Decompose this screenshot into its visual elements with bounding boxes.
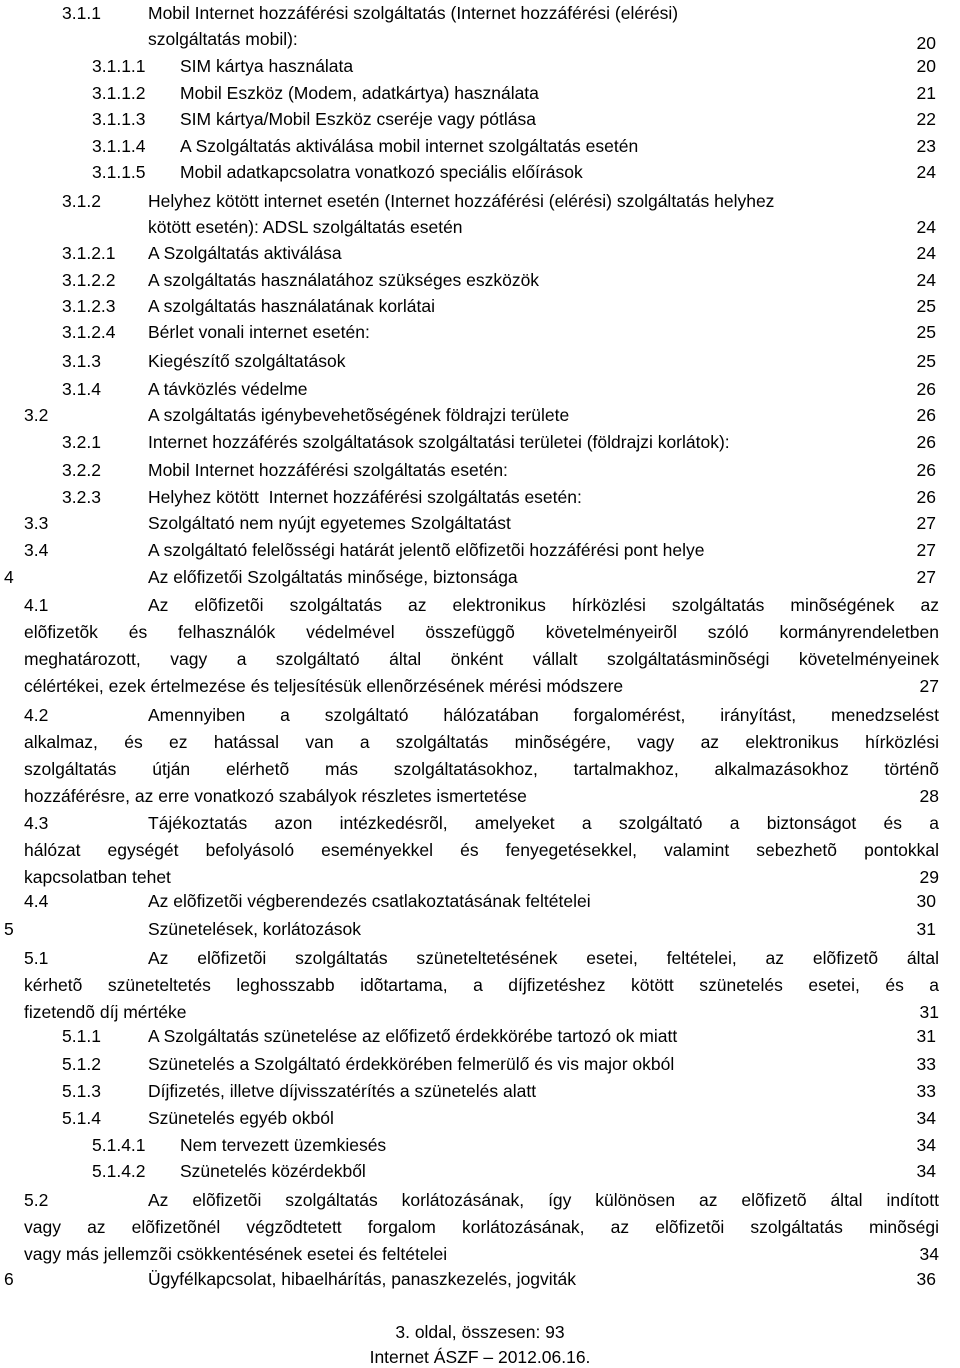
toc-entry[interactable] [0, 1268, 960, 1290]
toc-entry-title: Bérlet vonali internet esetén: [148, 322, 370, 342]
toc-entry[interactable] [0, 459, 960, 481]
toc-entry-number: 4 [4, 567, 14, 587]
toc-entry-title-line: elõfizetõk és felhasználók védelmével összefüggõ követelményeirõl szóló kormányrendeletben [24, 622, 939, 642]
toc-entry[interactable] [0, 1134, 960, 1156]
toc-entry-page: 33 [916, 1054, 936, 1074]
toc-entry-title: Mobil Internet hozzáférési szolgáltatás (Internet hozzáférési (elérési) [148, 3, 679, 23]
toc-entry-title: Nem tervezett üzemkiesés [180, 1135, 387, 1155]
toc-entry-title-line: vagy az elõfizetõnél végzõdtetett forgalom korlátozásának, az elõfizetõi szolgáltatás minõségi [24, 1217, 939, 1237]
toc-entry-page: 26 [916, 487, 936, 507]
toc-entry-title: A Szolgáltatás aktiválása mobil internet szolgáltatás esetén [180, 136, 639, 156]
toc-entry[interactable] [0, 55, 960, 77]
toc-entry-title: Szünetelés egyéb okból [148, 1108, 334, 1128]
toc-entry-title-line: fizetendõ díj mértéke [24, 1002, 187, 1022]
toc-entry-paragraph[interactable] [24, 945, 939, 1026]
toc-entry-number: 5 [4, 919, 14, 939]
toc-entry[interactable] [0, 1107, 960, 1129]
toc-entry-title: Internet hozzáférés szolgáltatások szolgáltatási területei (földrajzi korlátok): [148, 432, 730, 452]
toc-entry-page: 30 [916, 891, 936, 911]
toc-entry-title-line: meghatározott, vagy a szolgáltató által önként vállalt szolgáltatásminõségi követelményeinek [24, 649, 939, 669]
toc-entry-title-line: Az elõfizetõi szolgáltatás szüneteltetésének esetei, feltételei, az elõfizetõ által [148, 948, 939, 968]
toc-entry[interactable] [0, 2, 960, 53]
toc-entry-title-line: célértékei, ezek értelmezése és teljesítésük ellenõrzésének mérési módszere [24, 676, 624, 696]
toc-entry-number: 4.1 [24, 595, 49, 615]
toc-entry-number: 3.2 [24, 405, 49, 425]
toc-entry-number: 3.1.2.2 [62, 270, 116, 290]
toc-entry-number: 3.2.3 [62, 487, 101, 507]
toc-entry-number: 6 [4, 1269, 14, 1289]
toc-entry-paragraph[interactable] [24, 1187, 939, 1268]
toc-entry-page: 33 [916, 1081, 936, 1101]
toc-entry-page: 31 [920, 999, 939, 1026]
toc-entry-title: A szolgáltató felelõsségi határát jelentõ elõfizetõi hozzáférési pont helye [148, 540, 705, 560]
toc-entry[interactable] [0, 539, 960, 561]
toc-entry[interactable] [0, 566, 960, 588]
toc-entry-title: Szünetelés közérdekből [180, 1161, 366, 1181]
toc-entry[interactable] [0, 890, 960, 912]
toc-entry-number: 5.1.2 [62, 1054, 101, 1074]
toc-entry-title-continued: kötött esetén): ADSL szolgáltatás esetén [148, 217, 463, 237]
toc-entry-title: Helyhez kötött internet esetén (Internet hozzáférési (elérési) szolgáltatás helyhez [148, 191, 775, 211]
toc-entry-page: 25 [916, 351, 936, 371]
toc-entry-page: 24 [916, 270, 936, 290]
toc-entry-page: 34 [916, 1108, 936, 1128]
toc-entry-title: Az elõfizetõi végberendezés csatlakoztatásának feltételei [148, 891, 591, 911]
toc-entry-title: Az előfizetői Szolgáltatás minősége, biztonsága [148, 567, 518, 587]
toc-entry-page: 34 [916, 1135, 936, 1155]
toc-entry-title: Mobil Internet hozzáférési szolgáltatás esetén: [148, 460, 508, 480]
toc-entry-number: 3.3 [24, 513, 49, 533]
toc-entry-number: 3.1.2.4 [62, 322, 116, 342]
toc-entry-number: 3.1.2 [62, 191, 101, 211]
toc-entry-title-line: Az elõfizetõi szolgáltatás az elektronikus hírközlési szolgáltatás minõségének az [148, 595, 939, 615]
toc-entry-number: 3.1.3 [62, 351, 101, 371]
toc-entry-number: 3.2.2 [62, 460, 101, 480]
toc-entry-number: 5.1 [24, 948, 49, 968]
toc-entry-page: 26 [916, 379, 936, 399]
toc-entry-number: 5.1.3 [62, 1081, 101, 1101]
toc-entry-title-continued: szolgáltatás mobil): [148, 29, 298, 49]
toc-entry-title: SIM kártya/Mobil Eszköz cseréje vagy pótlása [180, 109, 536, 129]
toc-entry-number: 3.1.1.3 [92, 109, 146, 129]
toc-entry-page: 28 [920, 783, 939, 810]
toc-entry-page: 24 [916, 217, 936, 237]
toc-entry[interactable] [0, 1160, 960, 1182]
toc-entry-paragraph[interactable] [24, 592, 939, 700]
toc-entry-title-line: kapcsolatban tehet [24, 867, 171, 887]
toc-entry-page: 29 [920, 864, 939, 891]
toc-entry-title-line: hálózat egységét befolyásoló eseményekkel és fenyegetésekkel, valamint sebezhetõ pontokkal [24, 840, 939, 860]
toc-entry-page: 21 [916, 83, 936, 103]
toc-entry[interactable] [0, 135, 960, 157]
toc-entry-number: 3.1.1 [62, 3, 101, 23]
toc-entry-page: 34 [916, 1161, 936, 1181]
toc-entry-title: Ügyfélkapcsolat, hibaelhárítás, panaszkezelés, jogviták [148, 1269, 577, 1289]
toc-entry-page: 20 [916, 56, 936, 76]
toc-entry-number: 4.2 [24, 705, 49, 725]
toc-entry-number: 3.1.4 [62, 379, 101, 399]
footer-page-info: 3. oldal, összesen: 93 [395, 1322, 565, 1342]
footer-doc-info: Internet ÁSZF – 2012.06.16. [369, 1347, 591, 1367]
toc-entry-title: A szolgáltatás használatának korlátai [148, 296, 435, 316]
toc-entry-title-line: kérhetõ szüneteltetés leghosszabb idõtartama, a díjfizetéshez kötött szünetelés esetei, és a [24, 975, 939, 995]
toc-entry-page: 31 [916, 919, 936, 939]
toc-entry-page: 27 [920, 673, 939, 700]
toc-entry-title: Mobil adatkapcsolatra vonatkozó speciális előírások [180, 162, 583, 182]
toc-entry-page: 26 [916, 405, 936, 425]
toc-entry[interactable] [0, 350, 960, 372]
toc-entry[interactable] [0, 269, 960, 291]
toc-entry-page: 23 [916, 136, 936, 156]
toc-entry-page: 34 [920, 1241, 939, 1268]
toc-entry[interactable] [0, 108, 960, 130]
toc-entry[interactable] [0, 1080, 960, 1102]
toc-entry-title: Díjfizetés, illetve díjvisszatérítés a szünetelés alatt [148, 1081, 537, 1101]
toc-entry[interactable] [0, 1025, 960, 1047]
toc-entry-title-line: hozzáférésre, az erre vonatkozó szabályok részletes ismertetése [24, 786, 527, 806]
toc-entry-title: A Szolgáltatás aktiválása [148, 243, 342, 263]
toc-entry-number: 5.1.4.2 [92, 1161, 146, 1181]
toc-entry-number: 4.3 [24, 813, 49, 833]
toc-entry-page: 25 [916, 296, 936, 316]
toc-entry-title: SIM kártya használata [180, 56, 354, 76]
toc-entry-title: A szolgáltatás igénybevehetõségének földrajzi területe [148, 405, 570, 425]
toc-entry-title: A távközlés védelme [148, 379, 308, 399]
toc-entry-number: 5.1.1 [62, 1026, 101, 1046]
toc-entry-title: Helyhez kötött Internet hozzáférési szolgáltatás esetén: [148, 487, 582, 507]
toc-entry-page: 22 [916, 109, 936, 129]
toc-entry-number: 3.2.1 [62, 432, 101, 452]
toc-entry-title: Szünetelések, korlátozások [148, 919, 362, 939]
toc-entry-number: 5.2 [24, 1190, 49, 1210]
toc-entry-page: 20 [916, 33, 936, 53]
toc-entry[interactable] [0, 242, 960, 264]
toc-entry[interactable] [0, 378, 960, 400]
toc-entry-number: 5.1.4.1 [92, 1135, 146, 1155]
toc-entry-title: Szünetelés a Szolgáltató érdekkörében felmerülő és vis major okból [148, 1054, 675, 1074]
toc-entry-title-line: Amennyiben a szolgáltató hálózatában forgalomérést, irányítást, menedzselést [148, 705, 939, 725]
toc-entry-number: 3.1.2.1 [62, 243, 116, 263]
toc-entry[interactable] [0, 161, 960, 183]
toc-entry-page: 31 [916, 1026, 936, 1046]
toc-entry-page: 26 [916, 432, 936, 452]
toc-entry-number: 3.1.1.4 [92, 136, 146, 156]
toc-entry-number: 3.1.1.2 [92, 83, 146, 103]
toc-entry-title-line: alkalmaz, és ez hatással van a szolgáltatás minõségére, vagy az elektronikus hírközlési [24, 732, 939, 752]
toc-entry[interactable] [0, 486, 960, 508]
toc-entry[interactable] [0, 1053, 960, 1075]
toc-entry-page: 27 [916, 513, 936, 533]
toc-entry-number: 3.4 [24, 540, 49, 560]
toc-entry-title-line: vagy más jellemzõi csökkentésének esetei és feltételei [24, 1244, 448, 1264]
toc-entry-page: 26 [916, 460, 936, 480]
toc-entry[interactable] [0, 431, 960, 453]
toc-entry-title: A Szolgáltatás szünetelése az előfizető érdekkörébe tartozó ok miatt [148, 1026, 678, 1046]
toc-entry[interactable] [0, 512, 960, 534]
toc-entry[interactable] [0, 295, 960, 317]
toc-entry-title: Kiegészítő szolgáltatások [148, 351, 346, 371]
toc-entry-number: 3.1.1.5 [92, 162, 146, 182]
toc-entry[interactable] [0, 321, 960, 343]
toc-entry-title: Mobil Eszköz (Modem, adatkártya) használata [180, 83, 539, 103]
toc-entry-page: 25 [916, 322, 936, 342]
toc-entry[interactable] [0, 190, 960, 237]
toc-entry-title: A szolgáltatás használatához szükséges eszközök [148, 270, 540, 290]
toc-entry-page: 24 [916, 162, 936, 182]
toc-entry[interactable] [0, 404, 960, 426]
toc-entry-page: 27 [916, 540, 936, 560]
toc-entry-paragraph[interactable] [24, 702, 939, 810]
toc-entry[interactable] [0, 918, 960, 940]
toc-entry[interactable] [0, 82, 960, 104]
toc-entry-title-line: Az elõfizetõi szolgáltatás korlátozásának, így különösen az elõfizetõ által indított [148, 1190, 939, 1210]
toc-entry-page: 36 [916, 1269, 936, 1289]
toc-entry-number: 4.4 [24, 891, 49, 911]
toc-entry-number: 5.1.4 [62, 1108, 101, 1128]
toc-entry-page: 24 [916, 243, 936, 263]
toc-entry-number: 3.1.2.3 [62, 296, 116, 316]
toc-entry-title-line: szolgáltatás útján elérhetõ más szolgáltatásokhoz, tartalmakhoz, alkalmazásokhoz történõ [24, 759, 939, 779]
toc-entry-page: 27 [916, 567, 936, 587]
toc-entry-title: Szolgáltató nem nyújt egyetemes Szolgáltatást [148, 513, 511, 533]
toc-entry-title-line: Tájékoztatás azon intézkedésrõl, amelyeket a szolgáltató a biztonságot és a [148, 813, 939, 833]
toc-entry-paragraph[interactable] [24, 810, 939, 891]
toc-entry-number: 3.1.1.1 [92, 56, 146, 76]
